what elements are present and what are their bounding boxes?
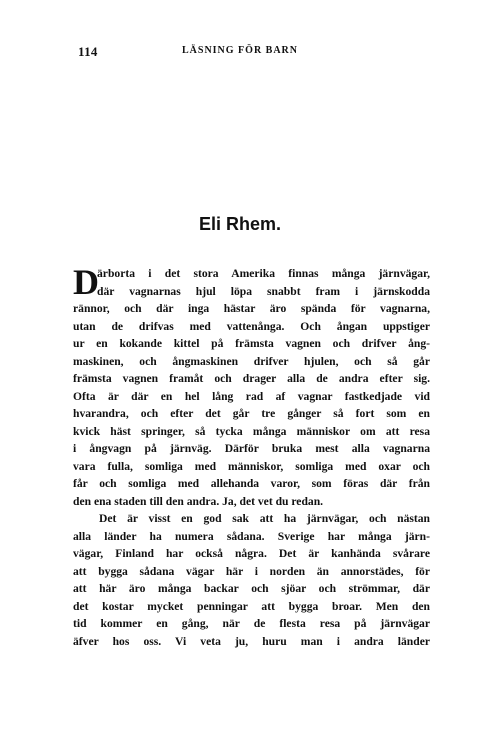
text-line: ur en kokande kittel på främsta vagnen och drifver ång-: [73, 337, 430, 350]
text-line: får och somliga med allehanda varor, som föras där från: [73, 477, 430, 490]
text-line: vägar, Finland har också några. Det är kanhända svårare: [73, 547, 430, 560]
text-line: där vagnarnas hjul löpa snabbt fram i järnskodda: [97, 284, 430, 298]
text-line: rännor, och där inga hästar äro spända för vagnarna,: [73, 302, 430, 315]
text-line: äfver hos oss. Vi veta ju, huru man i andra länder: [73, 634, 430, 648]
drop-cap: D: [73, 262, 99, 302]
text-line: maskinen, och ångmaskinen drifver hjulen, och så går: [73, 354, 430, 368]
text-line: att här äro många backar och sjöar och strömmar, där: [73, 582, 430, 595]
text-line: i ångvagn på järnväg. Därför bruka mest alla vagnarna: [73, 442, 430, 455]
text-line: Det är visst en god sak att ha järnvägar, och nästan: [99, 512, 430, 525]
text-line: Ofta är där en hel lång rad af vagnar fastkedjade vid: [73, 389, 430, 403]
text-line: att bygga sådana vägar här i norden än annorstädes, för: [73, 564, 430, 578]
page-number: 114: [78, 44, 98, 59]
chapter-title: Eli Rhem.: [198, 214, 282, 234]
text-line: alla länder ha numera sådana. Sverige har många järn-: [73, 529, 430, 543]
text-line: kvick häst springer, så tycka många människor om att resa: [73, 424, 430, 438]
text-line: vara fulla, somliga med människor, somliga med oxar och: [73, 459, 430, 473]
text-line: främsta vagnen framåt och drager alla de andra efter sig.: [73, 372, 430, 385]
text-line: utan de drifvas med vattenånga. Och ångan uppstiger: [73, 319, 430, 333]
text-line: hvarandra, och efter det går tre gånger så fort som en: [73, 407, 430, 420]
text-line: tid kommer en gång, när de flesta resa på järnvägar: [73, 617, 430, 630]
text-line: ärborta i det stora Amerika finnas många järnvägar,: [97, 267, 430, 280]
running-head: LÄSNING FÖR BARN: [181, 45, 298, 56]
body-text: [73, 262, 430, 650]
text-line: det kostar mycket penningar att bygga broar. Men den: [73, 599, 430, 613]
text-line: den ena staden till den andra. Ja, det vet du redan.: [73, 494, 324, 508]
